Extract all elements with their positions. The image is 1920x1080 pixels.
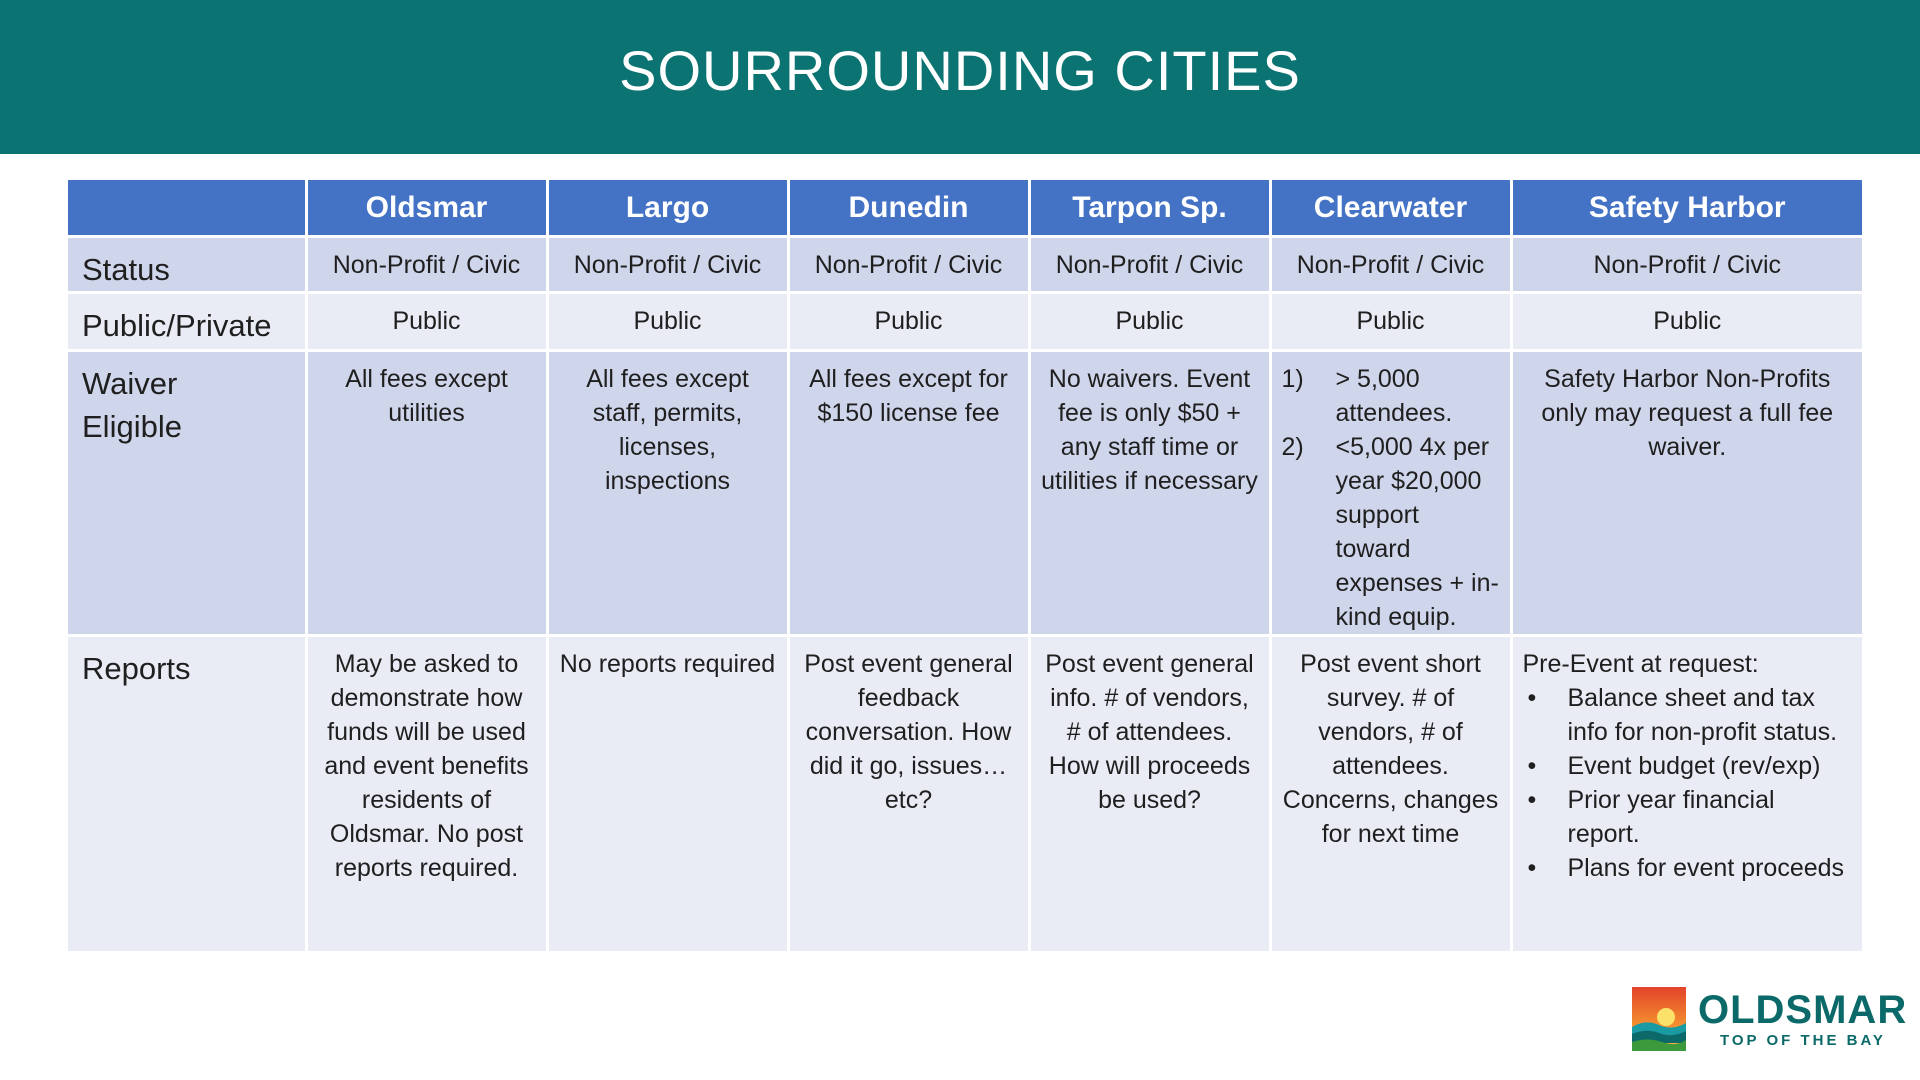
cell-status-safety-harbor: Non-Profit / Civic	[1511, 237, 1862, 293]
cell-public-dunedin: Public	[788, 293, 1029, 351]
clearwater-waiver-list	[1282, 362, 1500, 634]
row-label-waiver-line1: Waiver	[82, 366, 178, 401]
bullet-icon: •	[1527, 752, 1537, 780]
cell-waiver-tarpon-springs: No waivers. Event fee is only $50 + any staff time or utilities if necessary	[1029, 351, 1270, 636]
oldsmar-logo	[1632, 986, 1908, 1052]
row-label-waiver-eligible	[68, 351, 306, 636]
cell-waiver-oldsmar: All fees except utilities	[306, 351, 547, 636]
cell-public-tarpon-springs: Public	[1029, 293, 1270, 351]
title-banner	[0, 0, 1920, 154]
cell-waiver-safety-harbor: Safety Harbor Non-Profits only may request a full fee waiver.	[1511, 351, 1862, 636]
table-row-status	[68, 237, 1862, 293]
list-item	[1282, 430, 1500, 634]
table-row-public-private	[68, 293, 1862, 351]
list-item	[1523, 851, 1853, 885]
header-largo: Largo	[547, 180, 788, 237]
list-text: Event budget (rev/exp)	[1567, 752, 1821, 780]
row-label-status: Status	[68, 237, 306, 293]
header-tarpon-springs: Tarpon Sp.	[1029, 180, 1270, 237]
table-row-reports	[68, 636, 1862, 953]
cell-status-clearwater: Non-Profit / Civic	[1270, 237, 1511, 293]
cell-waiver-clearwater	[1270, 351, 1511, 636]
row-label-waiver-line2: Eligible	[82, 409, 182, 444]
header-oldsmar: Oldsmar	[306, 180, 547, 237]
list-item	[1282, 362, 1500, 430]
cell-public-clearwater: Public	[1270, 293, 1511, 351]
table-header-row	[68, 180, 1862, 237]
list-text: Prior year financial report.	[1567, 786, 1775, 848]
slide-title: SOURROUNDING CITIES	[619, 38, 1301, 102]
cell-status-tarpon-springs: Non-Profit / Civic	[1029, 237, 1270, 293]
sunset-icon	[1632, 987, 1686, 1051]
table-row-waiver-eligible	[68, 351, 1862, 636]
bullet-icon: •	[1527, 684, 1537, 712]
list-number: 1)	[1281, 365, 1304, 393]
cell-reports-largo: No reports required	[547, 636, 788, 953]
logo-tagline: TOP OF THE BAY	[1720, 1031, 1886, 1049]
header-clearwater: Clearwater	[1270, 180, 1511, 237]
cell-reports-oldsmar: May be asked to demonstrate how funds will be used and event benefits residents of Oldsmar. No post reports required.	[306, 636, 547, 953]
cell-reports-dunedin: Post event general feedback conversation. How did it go, issues…etc?	[788, 636, 1029, 953]
list-text: Balance sheet and tax info for non-profit status.	[1567, 684, 1838, 746]
logo-wordmark	[1698, 987, 1908, 1049]
cell-public-safety-harbor: Public	[1511, 293, 1862, 351]
cell-status-dunedin: Non-Profit / Civic	[788, 237, 1029, 293]
row-label-public-private: Public/Private	[68, 293, 306, 351]
list-text: <5,000 4x per year $20,000 support toward expenses + in-kind equip.	[1335, 433, 1499, 631]
cell-reports-clearwater: Post event short survey. # of vendors, # of attendees. Concerns, changes for next time	[1270, 636, 1511, 953]
bullet-icon: •	[1527, 786, 1537, 814]
header-corner	[68, 180, 306, 237]
cell-waiver-dunedin: All fees except for $150 license fee	[788, 351, 1029, 636]
row-label-reports: Reports	[68, 636, 306, 953]
list-item	[1523, 749, 1853, 783]
cell-status-largo: Non-Profit / Civic	[547, 237, 788, 293]
cell-public-largo: Public	[547, 293, 788, 351]
cell-reports-safety-harbor	[1511, 636, 1862, 953]
list-number: 2)	[1281, 433, 1304, 461]
logo-name: OLDSMAR	[1698, 987, 1908, 1032]
list-item	[1523, 681, 1853, 749]
cell-public-oldsmar: Public	[306, 293, 547, 351]
cell-reports-tarpon-springs: Post event general info. # of vendors, # of attendees. How will proceeds be used?	[1029, 636, 1270, 953]
list-text: > 5,000 attendees.	[1335, 365, 1453, 427]
cell-waiver-largo: All fees except staff, permits, licenses, inspections	[547, 351, 788, 636]
cell-status-oldsmar: Non-Profit / Civic	[306, 237, 547, 293]
bullet-icon: •	[1527, 854, 1537, 882]
list-item	[1523, 783, 1853, 851]
comparison-table	[68, 180, 1862, 954]
header-safety-harbor: Safety Harbor	[1511, 180, 1862, 237]
header-dunedin: Dunedin	[788, 180, 1029, 237]
list-text: Plans for event proceeds	[1567, 854, 1845, 882]
safety-harbor-reports-intro: Pre-Event at request:	[1522, 650, 1759, 678]
safety-harbor-reports-list	[1523, 681, 1853, 885]
